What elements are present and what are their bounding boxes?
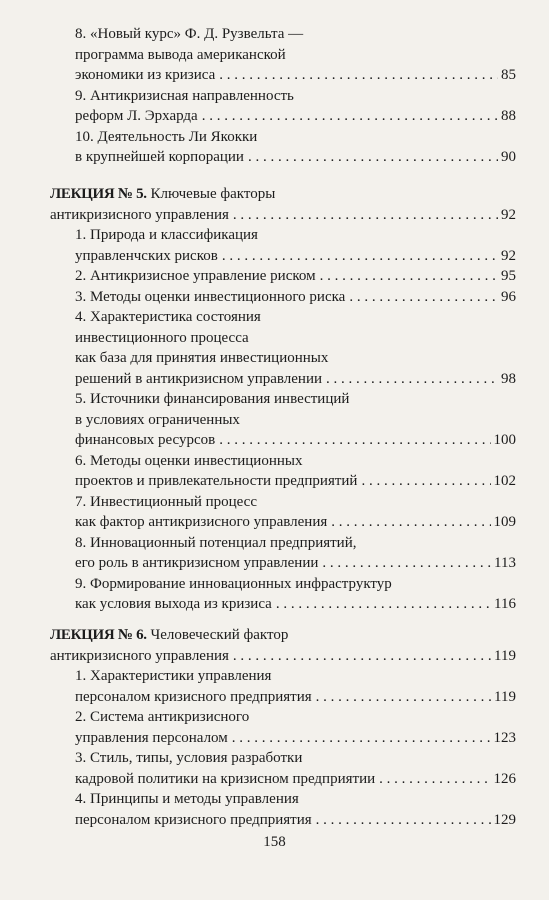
- toc-entry-line: [0, 369, 549, 390]
- toc-entry-line: 5. Источники финансирования инвестиций: [75, 391, 350, 407]
- toc-entry: [0, 287, 549, 308]
- toc-entry-line: 6. Методы оценки инвестиционных: [75, 452, 303, 469]
- dot-leader: [322, 553, 491, 574]
- lecture-label: ЛЕКЦИЯ № 6.: [50, 627, 147, 643]
- dot-leader: [219, 65, 498, 86]
- toc-entry-text: как условия выхода из кризиса: [75, 596, 272, 612]
- toc-page-ref: 100: [493, 432, 516, 448]
- toc-entry-text: персоналом кризисного предприятия: [75, 688, 312, 705]
- dot-leader: [331, 512, 490, 533]
- lecture-5-section: [0, 184, 549, 615]
- dot-leader: [233, 205, 498, 226]
- toc-entry-line: 8. Инновационный потенциал предприятий,: [75, 534, 357, 551]
- toc-entry-text: персоналом кризисного предприятия: [75, 811, 312, 828]
- lecture-label: ЛЕКЦИЯ № 5.: [50, 186, 147, 202]
- toc-entry-line: 1. Природа и классификация: [75, 227, 258, 243]
- toc-entry-line: инвестиционного процесса: [75, 329, 249, 346]
- toc-entry: [0, 86, 549, 127]
- toc-entry: [0, 748, 549, 789]
- toc-entry-line: [0, 512, 549, 533]
- dot-leader: [320, 266, 498, 287]
- toc-page-ref: 98: [501, 370, 516, 387]
- dot-leader: [276, 594, 491, 615]
- page-number: 158: [263, 834, 286, 850]
- toc-entry-text: реформ Л. Эрхарда: [75, 108, 198, 124]
- toc-entry-line: [0, 687, 549, 708]
- toc-page-ref: 113: [494, 555, 516, 571]
- dot-leader: [316, 687, 491, 708]
- toc-entry-text: 2. Антикризисное управление риском: [75, 268, 316, 284]
- toc-entry-line: [0, 147, 549, 168]
- toc-entry-line: 7. Инвестиционный процесс: [75, 493, 257, 510]
- toc-entry: [0, 307, 549, 389]
- toc-entry: [0, 492, 549, 533]
- toc-entry-line: 10. Деятельность Ли Якокки: [75, 128, 258, 145]
- lecture-title-cont: антикризисного управления: [50, 647, 229, 664]
- toc-block-top: [0, 24, 549, 168]
- toc-entry-text: 3. Методы оценки инвестиционного риска: [75, 288, 346, 305]
- toc-entry-text: решений в антикризисном управлении: [75, 370, 323, 387]
- toc-entry-line: [0, 553, 549, 574]
- toc-entry-text: его роль в антикризисном управлении: [75, 555, 319, 571]
- toc-entry: [0, 574, 549, 615]
- toc-entry-line: как база для принятия инвестиционных: [75, 350, 329, 366]
- toc-entry-text: в крупнейшей корпорации: [75, 149, 244, 165]
- toc-entry-line: [0, 430, 549, 451]
- toc-entry-line: в условиях ограниченных: [75, 411, 240, 428]
- lecture-title: Ключевые факторы: [150, 186, 276, 202]
- toc-page-ref: 123: [493, 729, 516, 746]
- dot-leader: [202, 106, 498, 127]
- toc-entry-line: [0, 246, 549, 267]
- toc-entry: [0, 707, 549, 748]
- toc-page-ref: 96: [501, 288, 516, 305]
- lecture-title-cont: антикризисного управления: [50, 206, 229, 223]
- toc-entry-text: финансовых ресурсов: [75, 432, 216, 448]
- lecture-heading: [0, 625, 549, 646]
- toc-entry-line: программа вывода американской: [75, 46, 286, 63]
- toc-entry-text: управленчских рисков: [75, 247, 218, 264]
- toc-entry-text: управления персоналом: [75, 729, 228, 746]
- toc-entry-line: 4. Принципы и методы управления: [75, 791, 299, 807]
- toc-entry: [0, 225, 549, 266]
- toc-entry-line: [0, 65, 549, 86]
- toc-entry-line: [0, 471, 549, 492]
- dot-leader: [233, 646, 491, 667]
- toc-entry-line: [0, 728, 549, 749]
- dot-leader: [326, 369, 498, 390]
- toc-entry-text: как фактор антикризисного управления: [75, 514, 328, 530]
- dot-leader: [232, 728, 491, 749]
- dot-leader: [361, 471, 490, 492]
- toc-page-ref: 116: [494, 596, 516, 612]
- toc-entry-text: проектов и привлекательности предприятий: [75, 473, 358, 489]
- toc-page-ref: 95: [501, 268, 516, 284]
- toc-entry: [0, 789, 549, 830]
- toc-entry: [0, 389, 549, 451]
- lecture-heading-line: [0, 205, 549, 226]
- lecture-heading-line: [0, 646, 549, 667]
- toc-entry-line: 3. Стиль, типы, условия разработки: [75, 750, 303, 766]
- lecture-6-section: [0, 625, 549, 830]
- toc-page-ref: 126: [493, 770, 516, 787]
- toc-entry: [0, 24, 549, 86]
- toc-entry-line: [0, 287, 549, 308]
- lecture-title: Человеческий фактор: [150, 627, 289, 643]
- toc-page-ref: 92: [501, 247, 516, 264]
- toc-entry: [0, 451, 549, 492]
- dot-leader: [248, 147, 498, 168]
- toc-entry-line: [0, 810, 549, 831]
- toc-page-ref: 90: [501, 149, 516, 165]
- dot-leader: [219, 430, 490, 451]
- toc-entry-line: 1. Характеристики управления: [75, 668, 272, 684]
- lecture-heading: [0, 184, 549, 205]
- toc-page-ref: 109: [493, 514, 516, 530]
- toc-entry-line: 4. Характеристика состояния: [75, 309, 261, 325]
- toc-page-ref: 102: [493, 473, 516, 489]
- toc-entry-line: [0, 594, 549, 615]
- dot-leader: [222, 246, 498, 267]
- toc-entry: [0, 127, 549, 168]
- dot-leader: [379, 769, 490, 790]
- toc-entry-line: [0, 106, 549, 127]
- toc-page-ref: 85: [501, 67, 516, 83]
- toc-entry-text: кадровой политики на кризисном предприятии: [75, 770, 376, 787]
- toc-entry-line: 9. Формирование инновационных инфраструктур: [75, 575, 392, 592]
- toc-entry: [0, 666, 549, 707]
- toc-entry: [0, 533, 549, 574]
- toc-entry-line: 8. «Новый курс» Ф. Д. Рузвельта —: [75, 26, 304, 42]
- toc-entry-line: 9. Антикризисная направленность: [75, 87, 294, 104]
- toc-page-ref: 92: [501, 206, 516, 223]
- toc-entry-line: [0, 769, 549, 790]
- toc-page-ref: 119: [494, 688, 516, 705]
- toc-entry: [0, 266, 549, 287]
- dot-leader: [349, 287, 498, 308]
- dot-leader: [316, 810, 491, 831]
- toc-page-ref: 119: [494, 647, 516, 664]
- toc-page-ref: 129: [493, 811, 516, 828]
- toc-entry-line: 2. Система антикризисного: [75, 709, 250, 725]
- toc-page-ref: 88: [501, 108, 516, 124]
- toc-entry-line: [0, 266, 549, 287]
- toc-entry-text: экономики из кризиса: [75, 67, 216, 83]
